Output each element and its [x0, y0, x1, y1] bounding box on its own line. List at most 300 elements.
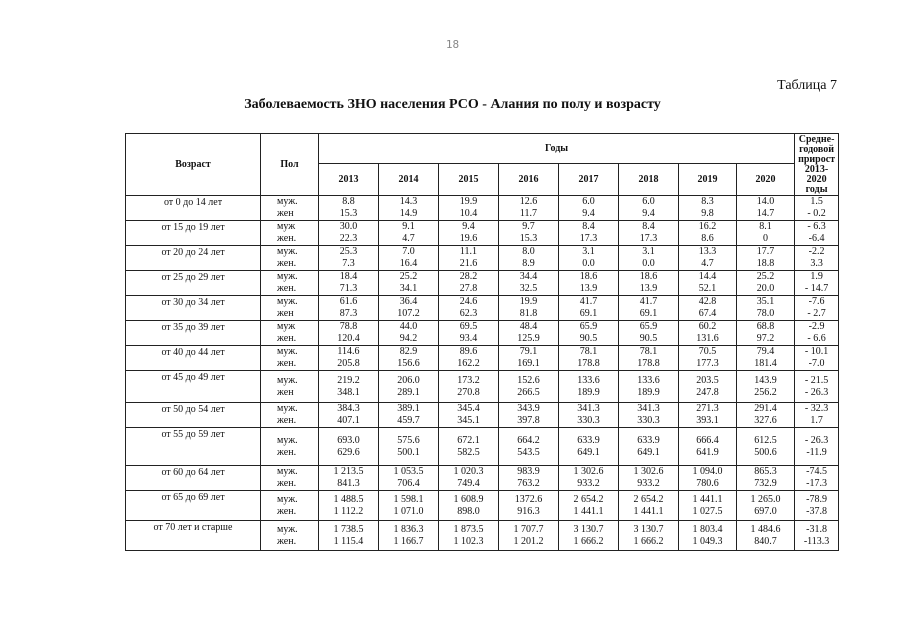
value-female: 97.2 [756, 333, 775, 344]
age-group: от 45 до 49 лет [126, 371, 261, 403]
table-row [126, 246, 839, 271]
value-female: 898.0 [457, 505, 480, 517]
header-age: Возраст [126, 134, 261, 196]
growth-cell [795, 491, 839, 521]
sex-male: муж. [277, 434, 298, 446]
value-female: 841.3 [337, 478, 360, 489]
value-male: 3 130.7 [573, 523, 604, 535]
value-cell [559, 403, 619, 428]
value-male: 1 873.5 [453, 523, 484, 535]
growth-male: -2.9 [808, 321, 825, 332]
value-male: 133.6 [637, 374, 660, 386]
growth-male: 1.9 [810, 271, 823, 282]
value-cell [559, 321, 619, 346]
growth-female: - 6.6 [807, 333, 826, 344]
value-male: 44.0 [399, 321, 418, 332]
value-male: 9.7 [522, 221, 535, 232]
sex-male: муж. [277, 403, 298, 414]
value-female: 4.7 [402, 233, 415, 244]
value-female: 78.0 [756, 308, 775, 319]
value-cell [319, 321, 379, 346]
value-male: 173.2 [457, 374, 480, 386]
growth-cell [795, 428, 839, 466]
value-male: 89.6 [459, 346, 478, 357]
value-female: 393.1 [696, 415, 719, 426]
value-cell [499, 521, 559, 551]
value-cell [439, 196, 499, 221]
value-cell [319, 521, 379, 551]
value-cell [499, 491, 559, 521]
value-female: 345.1 [457, 415, 480, 426]
sex-female: жен. [277, 233, 297, 244]
value-female: 7.3 [342, 258, 355, 269]
value-male: 575.6 [397, 434, 420, 446]
value-female: 732.9 [754, 478, 777, 489]
value-female: 13.9 [579, 283, 598, 294]
value-female: 17.3 [579, 233, 598, 244]
sex-male: муж. [277, 493, 298, 505]
value-male: 25.2 [399, 271, 418, 282]
value-male: 41.7 [639, 296, 658, 307]
value-female: 18.8 [756, 258, 775, 269]
value-cell [679, 321, 737, 346]
value-male: 341.3 [637, 403, 660, 414]
sex-female: жен. [277, 415, 297, 426]
header-year-2013: 2013 [319, 164, 379, 196]
value-cell [679, 221, 737, 246]
sex-cell [261, 196, 319, 221]
value-cell [319, 271, 379, 296]
growth-male: 1.5 [810, 196, 823, 207]
value-female: 177.3 [696, 358, 719, 369]
value-cell [559, 221, 619, 246]
value-male: 8.3 [701, 196, 714, 207]
value-female: 1 071.0 [393, 505, 424, 517]
value-female: 27.8 [459, 283, 478, 294]
growth-male: - 26.3 [804, 434, 829, 446]
value-cell [679, 466, 737, 491]
value-female: 52.1 [698, 283, 717, 294]
value-cell [379, 296, 439, 321]
value-female: 9.4 [582, 208, 595, 219]
sex-male: муж [277, 221, 296, 232]
value-cell [379, 491, 439, 521]
sex-cell [261, 346, 319, 371]
value-male: 3.1 [642, 246, 655, 257]
value-cell [439, 346, 499, 371]
value-female: 933.2 [637, 478, 660, 489]
value-female: 162.2 [457, 358, 480, 369]
age-group: от 35 до 39 лет [126, 321, 261, 346]
value-male: 865.3 [754, 466, 777, 477]
value-male: 1 598.1 [393, 493, 424, 505]
age-group: от 50 до 54 лет [126, 403, 261, 428]
value-female: 8.9 [522, 258, 535, 269]
sex-cell [261, 428, 319, 466]
value-cell [319, 346, 379, 371]
value-male: 24.6 [459, 296, 478, 307]
value-male: 34.4 [519, 271, 538, 282]
value-female: 156.6 [397, 358, 420, 369]
value-female: 582.5 [457, 446, 480, 458]
table-row [126, 466, 839, 491]
value-male: 6.0 [642, 196, 655, 207]
value-female: 11.7 [519, 208, 538, 219]
sex-cell [261, 491, 319, 521]
value-female: 169.1 [517, 358, 540, 369]
value-male: 1 302.6 [573, 466, 604, 477]
value-cell [737, 428, 795, 466]
value-female: 500.1 [397, 446, 420, 458]
value-female: 90.5 [579, 333, 598, 344]
value-cell [379, 371, 439, 403]
value-female: 933.2 [577, 478, 600, 489]
value-female: 1 027.5 [692, 505, 723, 517]
value-cell [679, 296, 737, 321]
value-cell [559, 296, 619, 321]
value-female: 131.6 [696, 333, 719, 344]
value-female: 81.8 [519, 308, 538, 319]
table-row [126, 403, 839, 428]
value-cell [737, 321, 795, 346]
value-cell [319, 196, 379, 221]
value-cell [559, 491, 619, 521]
value-male: 28.2 [459, 271, 478, 282]
value-female: 697.0 [754, 505, 777, 517]
value-male: 7.0 [402, 246, 415, 257]
value-male: 8.8 [342, 196, 355, 207]
value-cell [319, 466, 379, 491]
sex-male: муж. [277, 346, 298, 357]
value-cell [737, 271, 795, 296]
value-cell [737, 296, 795, 321]
value-cell [619, 371, 679, 403]
table-row [126, 491, 839, 521]
value-male: 1 803.4 [692, 523, 723, 535]
value-cell [319, 428, 379, 466]
growth-female: -17.3 [806, 478, 827, 489]
growth-male: -78.9 [806, 493, 827, 505]
value-female: 266.5 [517, 386, 540, 398]
value-cell [737, 521, 795, 551]
value-female: 189.9 [637, 386, 660, 398]
age-group: от 70 лет и старше [126, 521, 261, 551]
value-male: 693.0 [337, 434, 360, 446]
value-female: 4.7 [701, 258, 714, 269]
table-row [126, 321, 839, 346]
value-cell [679, 246, 737, 271]
value-male: 14.0 [756, 196, 775, 207]
value-male: 25.3 [339, 246, 358, 257]
value-male: 664.2 [517, 434, 540, 446]
value-male: 1372.6 [514, 493, 543, 505]
age-group: от 55 до 59 лет [126, 428, 261, 466]
value-female: 15.3 [519, 233, 538, 244]
value-male: 1 441.1 [692, 493, 723, 505]
value-male: 19.9 [519, 296, 538, 307]
growth-male: - 10.1 [804, 346, 829, 357]
value-female: 14.7 [756, 208, 775, 219]
growth-male: -74.5 [806, 466, 827, 477]
sex-female: жен. [277, 333, 297, 344]
value-male: 203.5 [696, 374, 719, 386]
value-female: 1 115.4 [333, 535, 364, 547]
value-male: 16.2 [698, 221, 717, 232]
age-group: от 15 до 19 лет [126, 221, 261, 246]
value-female: 1 666.2 [633, 535, 664, 547]
value-cell [679, 371, 737, 403]
value-female: 32.5 [519, 283, 538, 294]
value-male: 143.9 [754, 374, 777, 386]
value-female: 22.3 [339, 233, 358, 244]
sex-female: жен. [277, 283, 297, 294]
value-male: 30.0 [339, 221, 358, 232]
value-cell [619, 296, 679, 321]
value-female: 0 [763, 233, 769, 244]
value-male: 672.1 [457, 434, 480, 446]
value-cell [679, 491, 737, 521]
value-female: 407.1 [337, 415, 360, 426]
value-cell [559, 196, 619, 221]
value-cell [619, 521, 679, 551]
header-sex: Пол [261, 134, 319, 196]
value-cell [439, 466, 499, 491]
sex-male: муж. [277, 466, 298, 477]
value-male: 42.8 [698, 296, 717, 307]
age-group: от 30 до 34 лет [126, 296, 261, 321]
value-cell [319, 296, 379, 321]
value-female: 9.8 [701, 208, 714, 219]
value-male: 1 213.5 [333, 466, 364, 477]
page-number: 18 [445, 38, 460, 51]
sex-male: муж. [277, 196, 298, 207]
value-male: 78.8 [339, 321, 358, 332]
value-cell [679, 196, 737, 221]
header-growth: Средне-годовой прирост 2013-2020 годы [795, 134, 839, 196]
sex-female: жен [277, 208, 294, 219]
value-female: 94.2 [399, 333, 418, 344]
value-male: 114.6 [337, 346, 360, 357]
value-cell [439, 491, 499, 521]
value-cell [319, 491, 379, 521]
value-cell [619, 196, 679, 221]
table-row [126, 221, 839, 246]
value-female: 1 166.7 [393, 535, 424, 547]
value-female: 649.1 [637, 446, 660, 458]
value-female: 330.3 [637, 415, 660, 426]
age-group: от 25 до 29 лет [126, 271, 261, 296]
value-male: 1 094.0 [692, 466, 723, 477]
value-male: 82.9 [399, 346, 418, 357]
value-male: 65.9 [579, 321, 598, 332]
value-cell [319, 246, 379, 271]
value-male: 9.1 [402, 221, 415, 232]
growth-male: -2.2 [808, 246, 825, 257]
value-female: 10.4 [459, 208, 478, 219]
value-female: 14.9 [399, 208, 418, 219]
age-group: от 0 до 14 лет [126, 196, 261, 221]
value-male: 1 836.3 [393, 523, 424, 535]
sex-cell [261, 521, 319, 551]
value-female: 289.1 [397, 386, 420, 398]
growth-cell [795, 466, 839, 491]
value-male: 69.5 [459, 321, 478, 332]
value-female: 34.1 [399, 283, 418, 294]
value-female: 1 112.2 [333, 505, 364, 517]
growth-female: - 14.7 [804, 283, 829, 294]
value-female: 327.6 [754, 415, 777, 426]
value-female: 13.9 [639, 283, 658, 294]
value-male: 3.1 [582, 246, 595, 257]
sex-cell [261, 246, 319, 271]
value-male: 341.3 [577, 403, 600, 414]
value-cell [379, 196, 439, 221]
value-female: 1 049.3 [692, 535, 723, 547]
value-male: 35.1 [756, 296, 775, 307]
value-male: 8.4 [582, 221, 595, 232]
value-male: 219.2 [337, 374, 360, 386]
value-cell [679, 346, 737, 371]
value-male: 633.9 [637, 434, 660, 446]
morbidity-table [125, 133, 839, 551]
growth-female: -6.4 [808, 233, 825, 244]
value-female: 348.1 [337, 386, 360, 398]
value-cell [737, 491, 795, 521]
value-cell [499, 246, 559, 271]
value-female: 1 666.2 [573, 535, 604, 547]
value-cell [379, 271, 439, 296]
value-cell [619, 321, 679, 346]
value-cell [559, 428, 619, 466]
value-male: 18.6 [579, 271, 598, 282]
header-years-group: Годы [319, 134, 795, 164]
value-cell [619, 221, 679, 246]
value-cell [499, 346, 559, 371]
value-female: 8.6 [701, 233, 714, 244]
value-cell [439, 246, 499, 271]
value-female: 87.3 [339, 308, 358, 319]
value-female: 500.6 [754, 446, 777, 458]
value-female: 67.4 [698, 308, 717, 319]
value-female: 120.4 [337, 333, 360, 344]
value-cell [439, 296, 499, 321]
value-male: 389.1 [397, 403, 420, 414]
value-cell [499, 428, 559, 466]
value-female: 178.8 [577, 358, 600, 369]
value-male: 13.3 [698, 246, 717, 257]
growth-male: - 21.5 [804, 374, 829, 386]
value-cell [559, 246, 619, 271]
value-female: 9.4 [642, 208, 655, 219]
value-female: 205.8 [337, 358, 360, 369]
value-male: 25.2 [756, 271, 775, 282]
growth-cell [795, 521, 839, 551]
value-male: 60.2 [698, 321, 717, 332]
value-cell [379, 246, 439, 271]
sex-cell [261, 321, 319, 346]
table-label: Таблица 7 [777, 78, 837, 93]
value-cell [737, 196, 795, 221]
value-male: 1 488.5 [333, 493, 364, 505]
table-row [126, 271, 839, 296]
value-cell [379, 403, 439, 428]
sex-male: муж [277, 321, 296, 332]
value-male: 6.0 [582, 196, 595, 207]
value-male: 79.1 [519, 346, 538, 357]
value-cell [379, 521, 439, 551]
value-female: 93.4 [459, 333, 478, 344]
value-male: 133.6 [577, 374, 600, 386]
value-female: 125.9 [517, 333, 540, 344]
value-male: 291.4 [754, 403, 777, 414]
value-female: 19.6 [459, 233, 478, 244]
page-title: Заболеваемость ЗНО населения РСО - Алания по полу и возрасту [244, 97, 661, 112]
value-male: 152.6 [517, 374, 540, 386]
value-female: 16.4 [399, 258, 418, 269]
value-female: 247.8 [696, 386, 719, 398]
value-male: 12.6 [519, 196, 538, 207]
table-row [126, 296, 839, 321]
value-cell [439, 271, 499, 296]
value-cell [679, 403, 737, 428]
value-cell [737, 246, 795, 271]
growth-cell [795, 246, 839, 271]
value-female: 649.1 [577, 446, 600, 458]
value-female: 459.7 [397, 415, 420, 426]
value-male: 271.3 [696, 403, 719, 414]
value-male: 11.1 [459, 246, 478, 257]
value-cell [499, 296, 559, 321]
value-cell [499, 196, 559, 221]
growth-female: 1.7 [810, 415, 823, 426]
sex-cell [261, 403, 319, 428]
value-male: 983.9 [517, 466, 540, 477]
age-group: от 60 до 64 лет [126, 466, 261, 491]
value-female: 1 102.3 [453, 535, 484, 547]
value-female: 20.0 [756, 283, 775, 294]
growth-female: - 0.2 [807, 208, 826, 219]
age-group: от 65 до 69 лет [126, 491, 261, 521]
sex-female: жен. [277, 535, 297, 547]
value-male: 633.9 [577, 434, 600, 446]
value-cell [737, 221, 795, 246]
value-female: 629.6 [337, 446, 360, 458]
value-male: 384.3 [337, 403, 360, 414]
value-male: 41.7 [579, 296, 598, 307]
value-female: 69.1 [579, 308, 598, 319]
value-male: 65.9 [639, 321, 658, 332]
value-male: 18.6 [639, 271, 658, 282]
value-cell [499, 271, 559, 296]
value-male: 14.3 [399, 196, 418, 207]
header-year-2016: 2016 [499, 164, 559, 196]
table-row [126, 428, 839, 466]
value-cell [379, 321, 439, 346]
value-female: 916.3 [517, 505, 540, 517]
value-female: 780.6 [696, 478, 719, 489]
value-cell [559, 346, 619, 371]
header-year-2015: 2015 [439, 164, 499, 196]
value-male: 70.5 [698, 346, 717, 357]
value-female: 397.8 [517, 415, 540, 426]
value-cell [439, 428, 499, 466]
value-male: 19.9 [459, 196, 478, 207]
value-cell [379, 428, 439, 466]
growth-female: -113.3 [803, 535, 830, 547]
sex-cell [261, 466, 319, 491]
value-female: 17.3 [639, 233, 658, 244]
table-row [126, 346, 839, 371]
